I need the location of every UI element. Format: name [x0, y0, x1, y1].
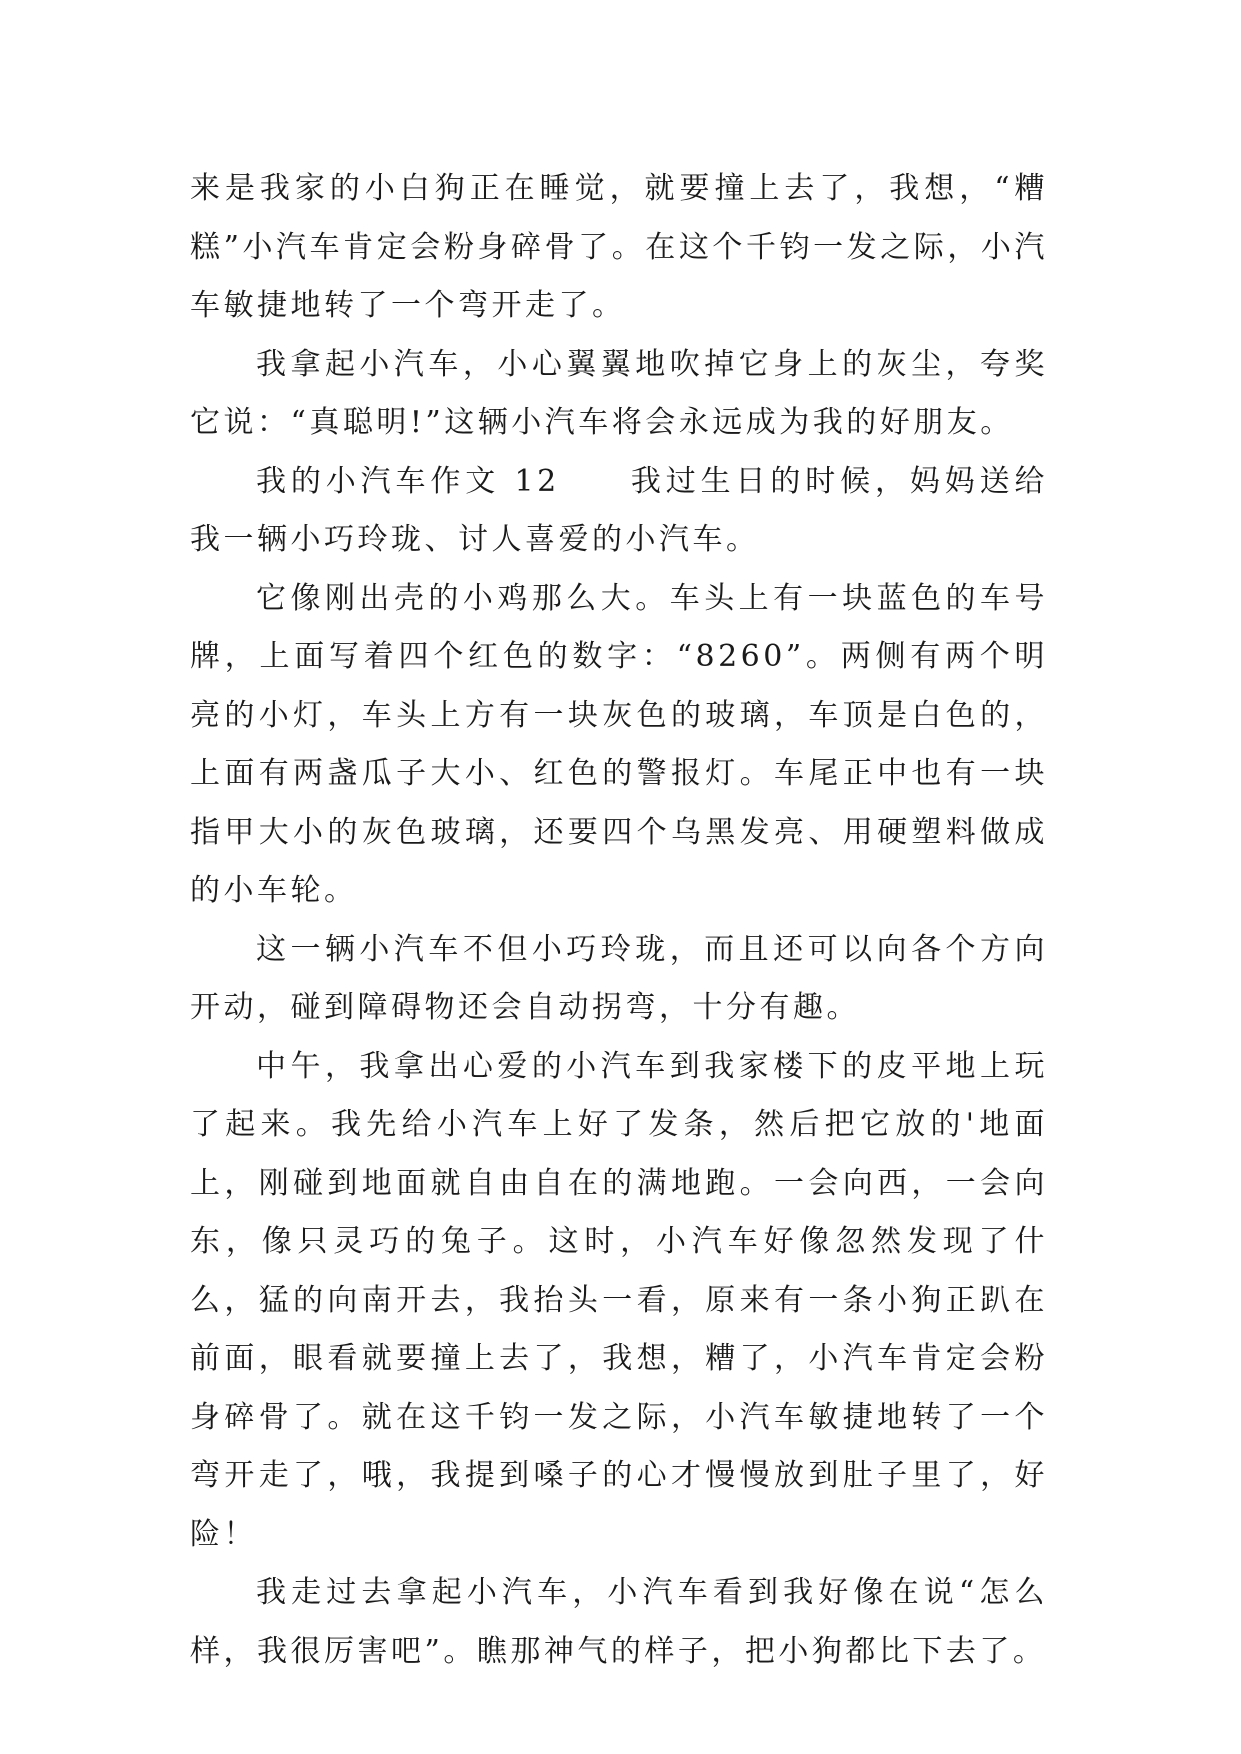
- paragraph-5: 这一辆小汽车不但小巧玲珑，而且还可以向各个方向开动，碰到障碍物还会自动拐弯，十分有趣。: [190, 931, 1048, 1025]
- document-body: [190, 160, 1048, 1681]
- paragraph-3: 我的小汽车作文 12 我过生日的时候，妈妈送给我一辆小巧玲珑、讨人喜爱的小汽车。: [190, 463, 1048, 557]
- paragraph-2: 我拿起小汽车，小心翼翼地吹掉它身上的灰尘，夸奖它说：“真聪明!”这辆小汽车将会永远成为我的好朋友。: [190, 346, 1048, 440]
- paragraph-6: 中午，我拿出心爱的小汽车到我家楼下的皮平地上玩了起来。我先给小汽车上好了发条，然后把它放的'地面上，刚碰到地面就自由自在的满地跑。一会向西，一会向东，像只灵巧的兔子。这时，小汽车好像忽然发现了什么，猛的向南开去，我抬头一看，原来有一条小狗正趴在前面，眼看就要撞上去了，我想，糟了，小汽车肯定会粉身碎骨了。就在这千钧一发之际，小汽车敏捷地转了一个弯开走了，哦，我提到嗓子的心才慢慢放到肚子里了，好险！: [190, 1048, 1048, 1552]
- paragraph-7: 我走过去拿起小汽车，小汽车看到我好像在说“怎么样，我很厉害吧”。瞧那神气的样子，把小狗都比下去了。: [190, 1575, 1048, 1669]
- paragraph-1: 来是我家的小白狗正在睡觉，就要撞上去了，我想，“糟糕”小汽车肯定会粉身碎骨了。在这个千钧一发之际，小汽车敏捷地转了一个弯开走了。: [190, 171, 1048, 323]
- paragraph-4: 它像刚出壳的小鸡那么大。车头上有一块蓝色的车号牌，上面写着四个红色的数字：“8260”。两侧有两个明亮的小灯，车头上方有一块灰色的玻璃，车顶是白色的，上面有两盏瓜子大小、红色的警报灯。车尾正中也有一块指甲大小的灰色玻璃，还要四个乌黑发亮、用硬塑料做成的小车轮。: [190, 580, 1048, 908]
